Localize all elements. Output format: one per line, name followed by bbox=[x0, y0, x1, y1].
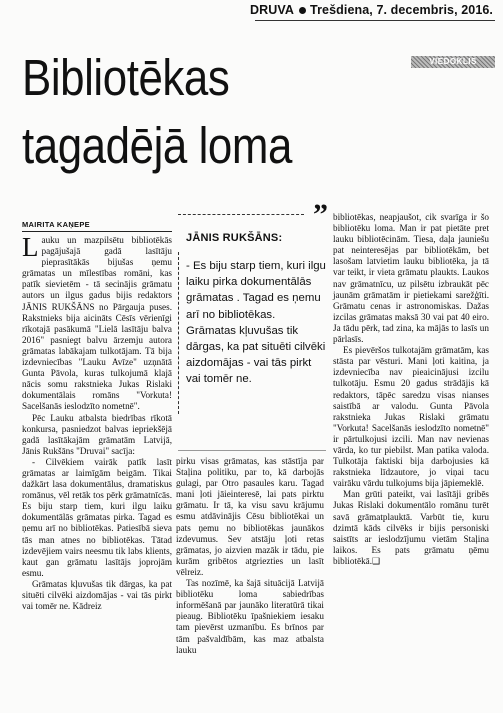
paragraph: Man grūti pateikt, vai lasītāji gribēs Jukas Rislaki dokumentālo romānu turēt savā grāmatplauktā. Varbūt tie, kuru dzimtā kāds cilvēks ir bijis personiski saistīts ar ieslodzījumu vietām Staļina laikos. Es pats grāmatu ņēmu bibliotēkā.❑ bbox=[333, 489, 489, 566]
section-tag: VIEDOKLIS bbox=[411, 56, 495, 68]
pull-quote-speaker: JĀNIS RUKŠĀNS: bbox=[186, 232, 283, 244]
paragraph: - Cilvēkiem vairāk patīk lasīt grāmatas ar laimīgām beigām. Tikai dažkārt lasa dokumentālus, dramatiskus romānus, vēl retāk tos pērk grāmatnīcās. Es biju starp tiem, kuri ilgu laiku dokumentālās grāmatas pirka. Tagad es ņemu arī no bibliotēkas. Patiesībā sieva tās man atnes no bibliotēkas. Tātad izdevējiem vairs neesmu tik labs klients, kaut gan grāmatu lasītājs joprojām esmu. bbox=[22, 456, 172, 578]
article-column-1 bbox=[22, 232, 172, 612]
paragraph: Pēc Lauku atbalsta biedrības rīkotā konkursa, pasniedzot balvas iepriekšējā gadā lasītākajām grāmatām Latvijā, Jānis Rukšāns "Druvai" sacīja: bbox=[22, 412, 172, 456]
article-column-2 bbox=[176, 456, 324, 656]
pull-quote-dashed-rule bbox=[178, 214, 304, 215]
issue-date: Trešdiena, 7. decembris, 2016. bbox=[310, 3, 493, 17]
newspaper-name: DRUVA bbox=[250, 3, 295, 17]
paragraph: Lauku un mazpilsētu bibliotēkās pagājušajā gadā lasītāju pieprasītākās bijušas ņemu grāmatas un mīlestības romāni, kas patīk sievietēm - tā secinājis grāmatu autors un ilgus gadus bijis redaktors JĀNIS RUKŠĀNS no Pārgauja puses. Rakstnieks bija aicināts Cēsīs vērienīgi rīkotajā pasākumā "Lielā lasītāju balva 2016" pasniegt balvu ārzemju autora grāmatas labākajam tulkotājam. Tā bija izdevniecības "Lauku Avīze" uzņnātā Gunta Pāvola, kuras tulkojumā klajā nācis somu rakstnieka Jukas Rislaki dokumentālais romāns "Vorkuta! Sacelšanās ieslodzīto nometnē". bbox=[22, 232, 172, 412]
header-divider bbox=[255, 20, 495, 21]
article-headline bbox=[22, 44, 292, 180]
article-column-3 bbox=[333, 212, 489, 567]
paragraph: pirku visas grāmatas, kas stāstīja par Staļina politiku, par to, kā darbojās gulagi, par Otro pasaules karu. Tagad mani ļoti jāieinteresē, lai pats pirktu grāmatu. Ir tā, ka visu savu krājumu esmu atdāvinājis Cēsu bibliotēkai un pats ņemu no bibliotēkas jaunākos izdevumus. Sev atstāju ļoti retas grāmatas, jo aizvien mazāk ir tādu, pie kurām gribētos atgriezties un lasīt vēlreiz. bbox=[176, 456, 324, 577]
paragraph: Es pievēršos tulkotajām grāmatām, kas stāsta par vēsturi. Mani ļoti kaitina, ja izdevniecība nav pieaicinājusi izcilu tulkotāju. Esmu 20 gadus strādājis kā redaktors, tāpēc saredzu visas nianses saistībā ar valodu. Gunta Pāvola rakstnieka Jukas Rislaki grāmatu "Vorkuta! Sacelšanās ieslodzīto nometnē" ir pārtulkojusi izcili. Man nav nevienas vārda, ko tur piebilst. Man patika valoda. Tulkotāja faktiski bija darbojusies kā rakstnieka līdzautore, jo viņai tacu vairāku vārdu tulkojums bija jāpiemeklē. bbox=[333, 345, 489, 489]
paragraph: Tas nozīmē, ka šajā situācijā Latvijā bibliotēku loma sabiedrības informēšanā par jaunāko literatūrā tikai pieaug. Bibliotēku īpašniekiem iesaku tam pievērst uzmanību. Es brīnos par tām pašvaldībām, kas maz atbalsta lauku bbox=[176, 578, 324, 655]
headline-line-2: tagadējā loma bbox=[22, 117, 292, 174]
paragraph: bibliotēkas, neapjaušot, cik svarīga ir šo bibliotēku loma. Man ir pat pietāte pret lauku bibliotēcinām. Tiesa, daļa jauniešu pat neinteresējas par bibliotēkām, bet lasošam latvietim lauku bibliotēka, ja tā var teikt, ir vieta grāmatu plaukts. Laukos nav grāmatnīcu, uz pilsētu izbraukāt pēc jaunām grāmatām ir pietiekami sarežģīti. Grāmatu cenas ir astronomiskas. Dažas izcilas grāmatas maksā 30 vai pat 40 eiro. Ja tādu pērk, tad zina, ka mājās to lasīs un pārlasīs. bbox=[333, 212, 489, 345]
quote-mark-icon: ” bbox=[313, 198, 328, 231]
pull-quote-bottom-rule bbox=[178, 450, 326, 451]
pull-quote-text: - Es biju starp tiem, kuri ilgu laiku pirka dokumentālās grāmatas . Tagad es ņemu arī no bibliotēkas. Grāmatas kļuvušas tik dārgas, ka pat situēti cilvēki aizdomājas - vai tās pirkt vai tomēr ne. bbox=[186, 260, 326, 386]
page-header bbox=[250, 3, 493, 17]
bullet-icon bbox=[299, 7, 306, 14]
drop-cap: L bbox=[22, 232, 39, 262]
byline-divider bbox=[22, 231, 172, 232]
paragraph: Grāmatas kļuvušas tik dārgas, ka pat situēti cilvēki aizdomājas - vai tās pirkt vai tomēr ne. Kādreiz bbox=[22, 578, 172, 612]
headline-line-1: Bibliotēkas bbox=[22, 49, 230, 106]
author-byline: MAIRITA KAŅEPE bbox=[22, 220, 90, 229]
